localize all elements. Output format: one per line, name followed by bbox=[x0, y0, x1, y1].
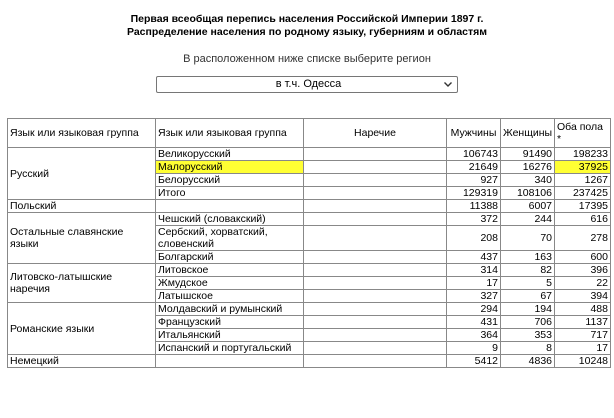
both-cell: 1137 bbox=[555, 316, 611, 329]
men-cell: 5412 bbox=[447, 355, 501, 368]
page-header bbox=[0, 0, 614, 93]
dialect-cell bbox=[304, 342, 447, 355]
language-cell: Чешский (словакский) bbox=[156, 213, 304, 226]
dialect-cell bbox=[304, 290, 447, 303]
table-row bbox=[8, 264, 611, 277]
language-cell: Французский bbox=[156, 316, 304, 329]
language-cell: Итальянский bbox=[156, 329, 304, 342]
dialect-cell bbox=[304, 303, 447, 316]
men-cell: 208 bbox=[447, 226, 501, 251]
group-cell: Романские языки bbox=[8, 303, 156, 355]
dialect-cell bbox=[304, 355, 447, 368]
dialect-cell bbox=[304, 187, 447, 200]
dialect-cell bbox=[304, 329, 447, 342]
women-cell: 16276 bbox=[501, 161, 555, 174]
dialect-cell bbox=[304, 174, 447, 187]
both-cell: 17 bbox=[555, 342, 611, 355]
language-cell: Великорусский bbox=[156, 148, 304, 161]
men-cell: 294 bbox=[447, 303, 501, 316]
language-cell bbox=[156, 355, 304, 368]
column-header-women: Женщины bbox=[501, 119, 555, 148]
dialect-cell bbox=[304, 277, 447, 290]
region-select-value: в т.ч. Одесса bbox=[275, 78, 342, 90]
both-cell: 616 bbox=[555, 213, 611, 226]
both-cell: 396 bbox=[555, 264, 611, 277]
men-cell: 927 bbox=[447, 174, 501, 187]
women-cell: 8 bbox=[501, 342, 555, 355]
dialect-cell bbox=[304, 161, 447, 174]
men-cell: 11388 bbox=[447, 200, 501, 213]
dialect-cell bbox=[304, 200, 447, 213]
group-cell: Остальные славянские языки bbox=[8, 213, 156, 264]
women-cell: 5 bbox=[501, 277, 555, 290]
men-cell: 431 bbox=[447, 316, 501, 329]
column-header-dialect: Наречие bbox=[304, 119, 447, 148]
language-cell: Белорусский bbox=[156, 174, 304, 187]
language-cell: Латышское bbox=[156, 290, 304, 303]
men-cell: 314 bbox=[447, 264, 501, 277]
both-cell: 600 bbox=[555, 251, 611, 264]
both-cell: 237425 bbox=[555, 187, 611, 200]
women-cell: 67 bbox=[501, 290, 555, 303]
table-header-row bbox=[8, 119, 611, 148]
table-row bbox=[8, 213, 611, 226]
region-select[interactable] bbox=[156, 76, 458, 93]
language-cell bbox=[156, 200, 304, 213]
dialect-cell bbox=[304, 251, 447, 264]
women-cell: 163 bbox=[501, 251, 555, 264]
women-cell: 82 bbox=[501, 264, 555, 277]
men-cell: 21649 bbox=[447, 161, 501, 174]
dialect-cell bbox=[304, 264, 447, 277]
both-cell: 717 bbox=[555, 329, 611, 342]
men-cell: 364 bbox=[447, 329, 501, 342]
men-cell: 17 bbox=[447, 277, 501, 290]
language-cell: Итого bbox=[156, 187, 304, 200]
men-cell: 129319 bbox=[447, 187, 501, 200]
both-cell: 22 bbox=[555, 277, 611, 290]
page-title-line2: Распределение населения по родному языку, губерниям и областям bbox=[126, 26, 488, 38]
group-cell: Немецкий bbox=[8, 355, 156, 368]
dialect-cell bbox=[304, 213, 447, 226]
both-cell: 17395 bbox=[555, 200, 611, 213]
dialect-cell bbox=[304, 226, 447, 251]
both-cell: 278 bbox=[555, 226, 611, 251]
language-cell: Сербский, хорватский, словенский bbox=[156, 226, 304, 251]
men-cell: 327 bbox=[447, 290, 501, 303]
women-cell: 4836 bbox=[501, 355, 555, 368]
region-instruction: В расположенном ниже списке выберите регион bbox=[183, 53, 431, 65]
language-cell: Испанский и португальский bbox=[156, 342, 304, 355]
men-cell: 106743 bbox=[447, 148, 501, 161]
women-cell: 353 bbox=[501, 329, 555, 342]
table-row bbox=[8, 148, 611, 161]
women-cell: 91490 bbox=[501, 148, 555, 161]
chevron-down-icon bbox=[443, 78, 453, 91]
language-cell: Болгарский bbox=[156, 251, 304, 264]
census-table bbox=[7, 118, 611, 368]
group-cell: Русский bbox=[8, 148, 156, 200]
column-header-group: Язык или языковая группа bbox=[8, 119, 156, 148]
women-cell: 108106 bbox=[501, 187, 555, 200]
column-header-language: Язык или языковая группа bbox=[156, 119, 304, 148]
column-header-men: Мужчины bbox=[447, 119, 501, 148]
both-cell: 1267 bbox=[555, 174, 611, 187]
both-cell: 488 bbox=[555, 303, 611, 316]
language-cell: Малорусский bbox=[156, 161, 304, 174]
both-cell: 10248 bbox=[555, 355, 611, 368]
language-cell: Молдавский и румынский bbox=[156, 303, 304, 316]
women-cell: 244 bbox=[501, 213, 555, 226]
both-cell: 394 bbox=[555, 290, 611, 303]
dialect-cell bbox=[304, 148, 447, 161]
men-cell: 437 bbox=[447, 251, 501, 264]
group-cell: Литовско-латышские наречия bbox=[8, 264, 156, 303]
group-cell: Польский bbox=[8, 200, 156, 213]
women-cell: 70 bbox=[501, 226, 555, 251]
column-header-both: Оба пола * bbox=[555, 119, 611, 148]
dialect-cell bbox=[304, 316, 447, 329]
language-cell: Литовское bbox=[156, 264, 304, 277]
table-row bbox=[8, 200, 611, 213]
page-title: Первая всеобщая перепись населения Российской Империи 1897 г. bbox=[130, 13, 484, 25]
women-cell: 340 bbox=[501, 174, 555, 187]
both-cell: 37925 bbox=[555, 161, 611, 174]
men-cell: 372 bbox=[447, 213, 501, 226]
men-cell: 9 bbox=[447, 342, 501, 355]
both-cell: 198233 bbox=[555, 148, 611, 161]
language-cell: Жмудское bbox=[156, 277, 304, 290]
women-cell: 706 bbox=[501, 316, 555, 329]
table-row bbox=[8, 355, 611, 368]
women-cell: 194 bbox=[501, 303, 555, 316]
table-row bbox=[8, 303, 611, 316]
women-cell: 6007 bbox=[501, 200, 555, 213]
